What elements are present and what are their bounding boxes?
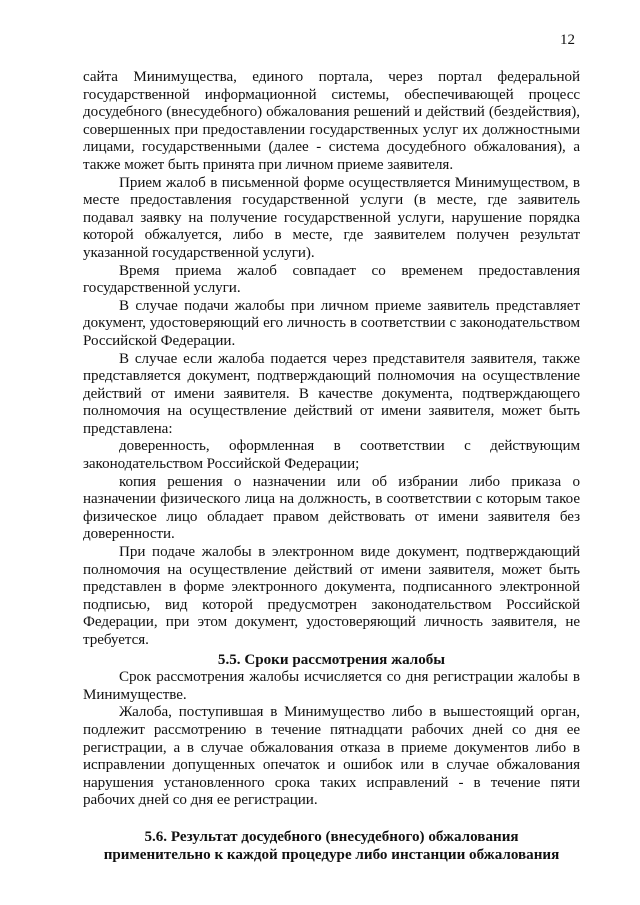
- section-heading-5-6-line1: 5.6. Результат досудебного (внесудебного) обжалования: [144, 828, 519, 845]
- paragraph-representative: В случае если жалоба подается через представителя заявителя, также представляется документ, подтверждающий полномочия на осуществление действий от имени заявителя. В качестве документа, подтверждающего полномочия на осуществление действий от имени заявителя, может быть представлена:: [83, 350, 580, 437]
- paragraph-complaint-channels: сайта Минимущества, единого портала, через портал федеральной государственной информационной системы, обеспечивающей процесс досудебного (внесудебного) обжалования решений и действий (бездействия), совершенных при предоставлении государственных услуг их должностными лицами, государственными (далее - система досудебного обжалования), а также может быть принята при личном приеме заявителя.: [83, 69, 580, 173]
- paragraph-power-of-attorney: доверенность, оформленная в соответствии с действующим законодательством Российской Федерации;: [83, 438, 580, 473]
- paragraph-reception-time: Время приема жалоб совпадает со временем предоставления государственной услуги.: [83, 262, 580, 297]
- paragraph-review-period-terms: Жалоба, поступившая в Минимущество либо в вышестоящий орган, подлежит рассмотрению в течение пятнадцати рабочих дней со дня ее регистрации, а в случае обжалования отказа в приеме документов либо в исправлении допущенных опечаток и ошибок или в случае обжалования нарушения установленного срока таких исправлений - в течение пяти рабочих дней со дня ее регистрации.: [83, 704, 580, 809]
- paragraph-electronic-submission: При подаче жалобы в электронном виде документ, подтверждающий полномочия на осуществление действий от имени заявителя, может быть представлен в форме электронного документа, подписанного электронной подписью, вид которой предусмотрен законодательством Российской Федерации, при этом документ, удостоверяющий личность заявителя, не требуется.: [83, 544, 580, 648]
- paragraph-personal-reception: В случае подачи жалобы при личном приеме заявитель представляет документ, удостоверяющий его личность в соответствии с законодательством Российской Федерации.: [83, 297, 580, 349]
- section-heading-5-5: 5.5. Сроки рассмотрения жалобы: [217, 651, 446, 668]
- section-heading-5-6-line2: применительно к каждой процедуре либо инстанции обжалования: [103, 846, 560, 863]
- page-number: 12: [560, 32, 575, 48]
- paragraph-written-complaints: Прием жалоб в письменной форме осуществляется Минимуществом, в месте предоставления государственной услуги (в месте, где заявитель подавал заявку на получение государственной услуги, нарушение порядка которой обжалуется, либо в месте, где заявителем получен результат указанной государственной услуги).: [83, 174, 580, 261]
- section-heading-5-6: [83, 829, 580, 864]
- paragraph-appointment-copy: копия решения о назначении или об избрании либо приказа о назначении физического лица на должность, в соответствии с которым такое физическое лицо обладает правом действовать от имени заявителя без доверенности.: [83, 473, 580, 543]
- document-body: [83, 69, 580, 864]
- paragraph-review-period-start: Срок рассмотрения жалобы исчисляется со дня регистрации жалобы в Минимуществе.: [83, 669, 580, 703]
